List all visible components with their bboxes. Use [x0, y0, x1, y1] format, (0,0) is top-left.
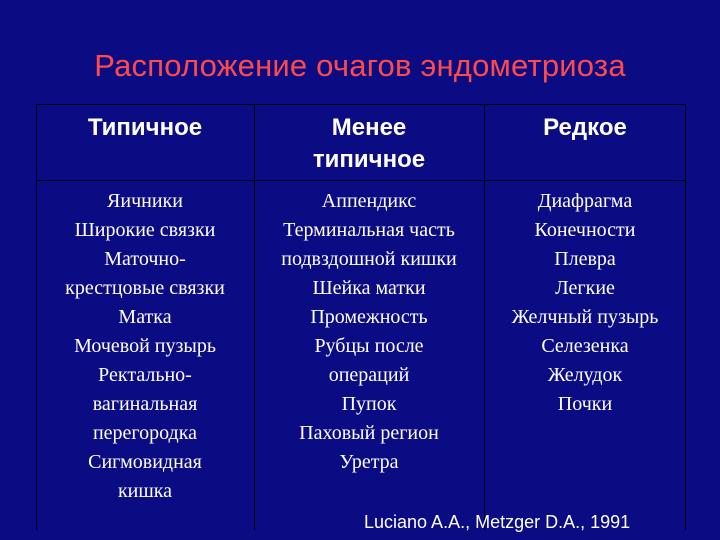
- list-item: Селезенка: [541, 335, 629, 357]
- list-item: Ректально-: [98, 364, 192, 386]
- list-item: Маточно-: [104, 248, 186, 270]
- header-divider: [36, 180, 686, 181]
- header-rare: [484, 112, 686, 144]
- list-item: Терминальная часть: [283, 219, 455, 241]
- header-less-typical-line1: Менее: [331, 114, 407, 141]
- list-item: Промежность: [310, 306, 428, 328]
- list-item: Уретра: [339, 451, 399, 473]
- header-typical-label: Типичное: [87, 114, 203, 141]
- list-item: Пупок: [341, 393, 397, 415]
- list-item: Паховый регион: [299, 422, 439, 444]
- header-typical: [36, 112, 254, 144]
- list-item: Конечности: [534, 219, 636, 241]
- header-less-typical: [254, 112, 484, 176]
- column-rare: [484, 187, 686, 419]
- list-item: Плевра: [554, 248, 616, 270]
- column-less-typical: [254, 187, 484, 477]
- table-top-border: [36, 104, 686, 105]
- slide-title: Расположение очагов эндометриоза: [94, 48, 626, 83]
- header-rare-label: Редкое: [543, 114, 627, 141]
- list-item: вагинальная: [92, 393, 198, 415]
- list-item: Мочевой пузырь: [74, 335, 216, 357]
- list-item: перегородка: [92, 422, 198, 444]
- header-less-typical-line2: типичное: [312, 146, 426, 173]
- column-typical: [36, 187, 254, 506]
- list-item: Сигмовидная: [88, 451, 202, 473]
- list-item: Аппендикс: [321, 190, 417, 212]
- list-item: операций: [328, 364, 410, 386]
- list-item: кишка: [117, 480, 173, 502]
- list-item: Желчный пузырь: [511, 306, 659, 328]
- list-item: Желудок: [547, 364, 623, 386]
- list-item: Шейка матки: [312, 277, 426, 299]
- list-item: Яичники: [107, 190, 183, 212]
- list-item: Почки: [557, 393, 613, 415]
- list-item: крестцовые связки: [65, 277, 225, 299]
- list-item: Диафрагма: [537, 190, 633, 212]
- source-citation: Luciano A.A., Metzger D.A., 1991: [364, 512, 631, 532]
- list-item: Матка: [118, 306, 172, 328]
- list-item: подвздошной кишки: [281, 248, 457, 270]
- list-item: Широкие связки: [74, 219, 216, 241]
- list-item: Рубцы после: [314, 335, 424, 357]
- list-item: Легкие: [555, 277, 615, 299]
